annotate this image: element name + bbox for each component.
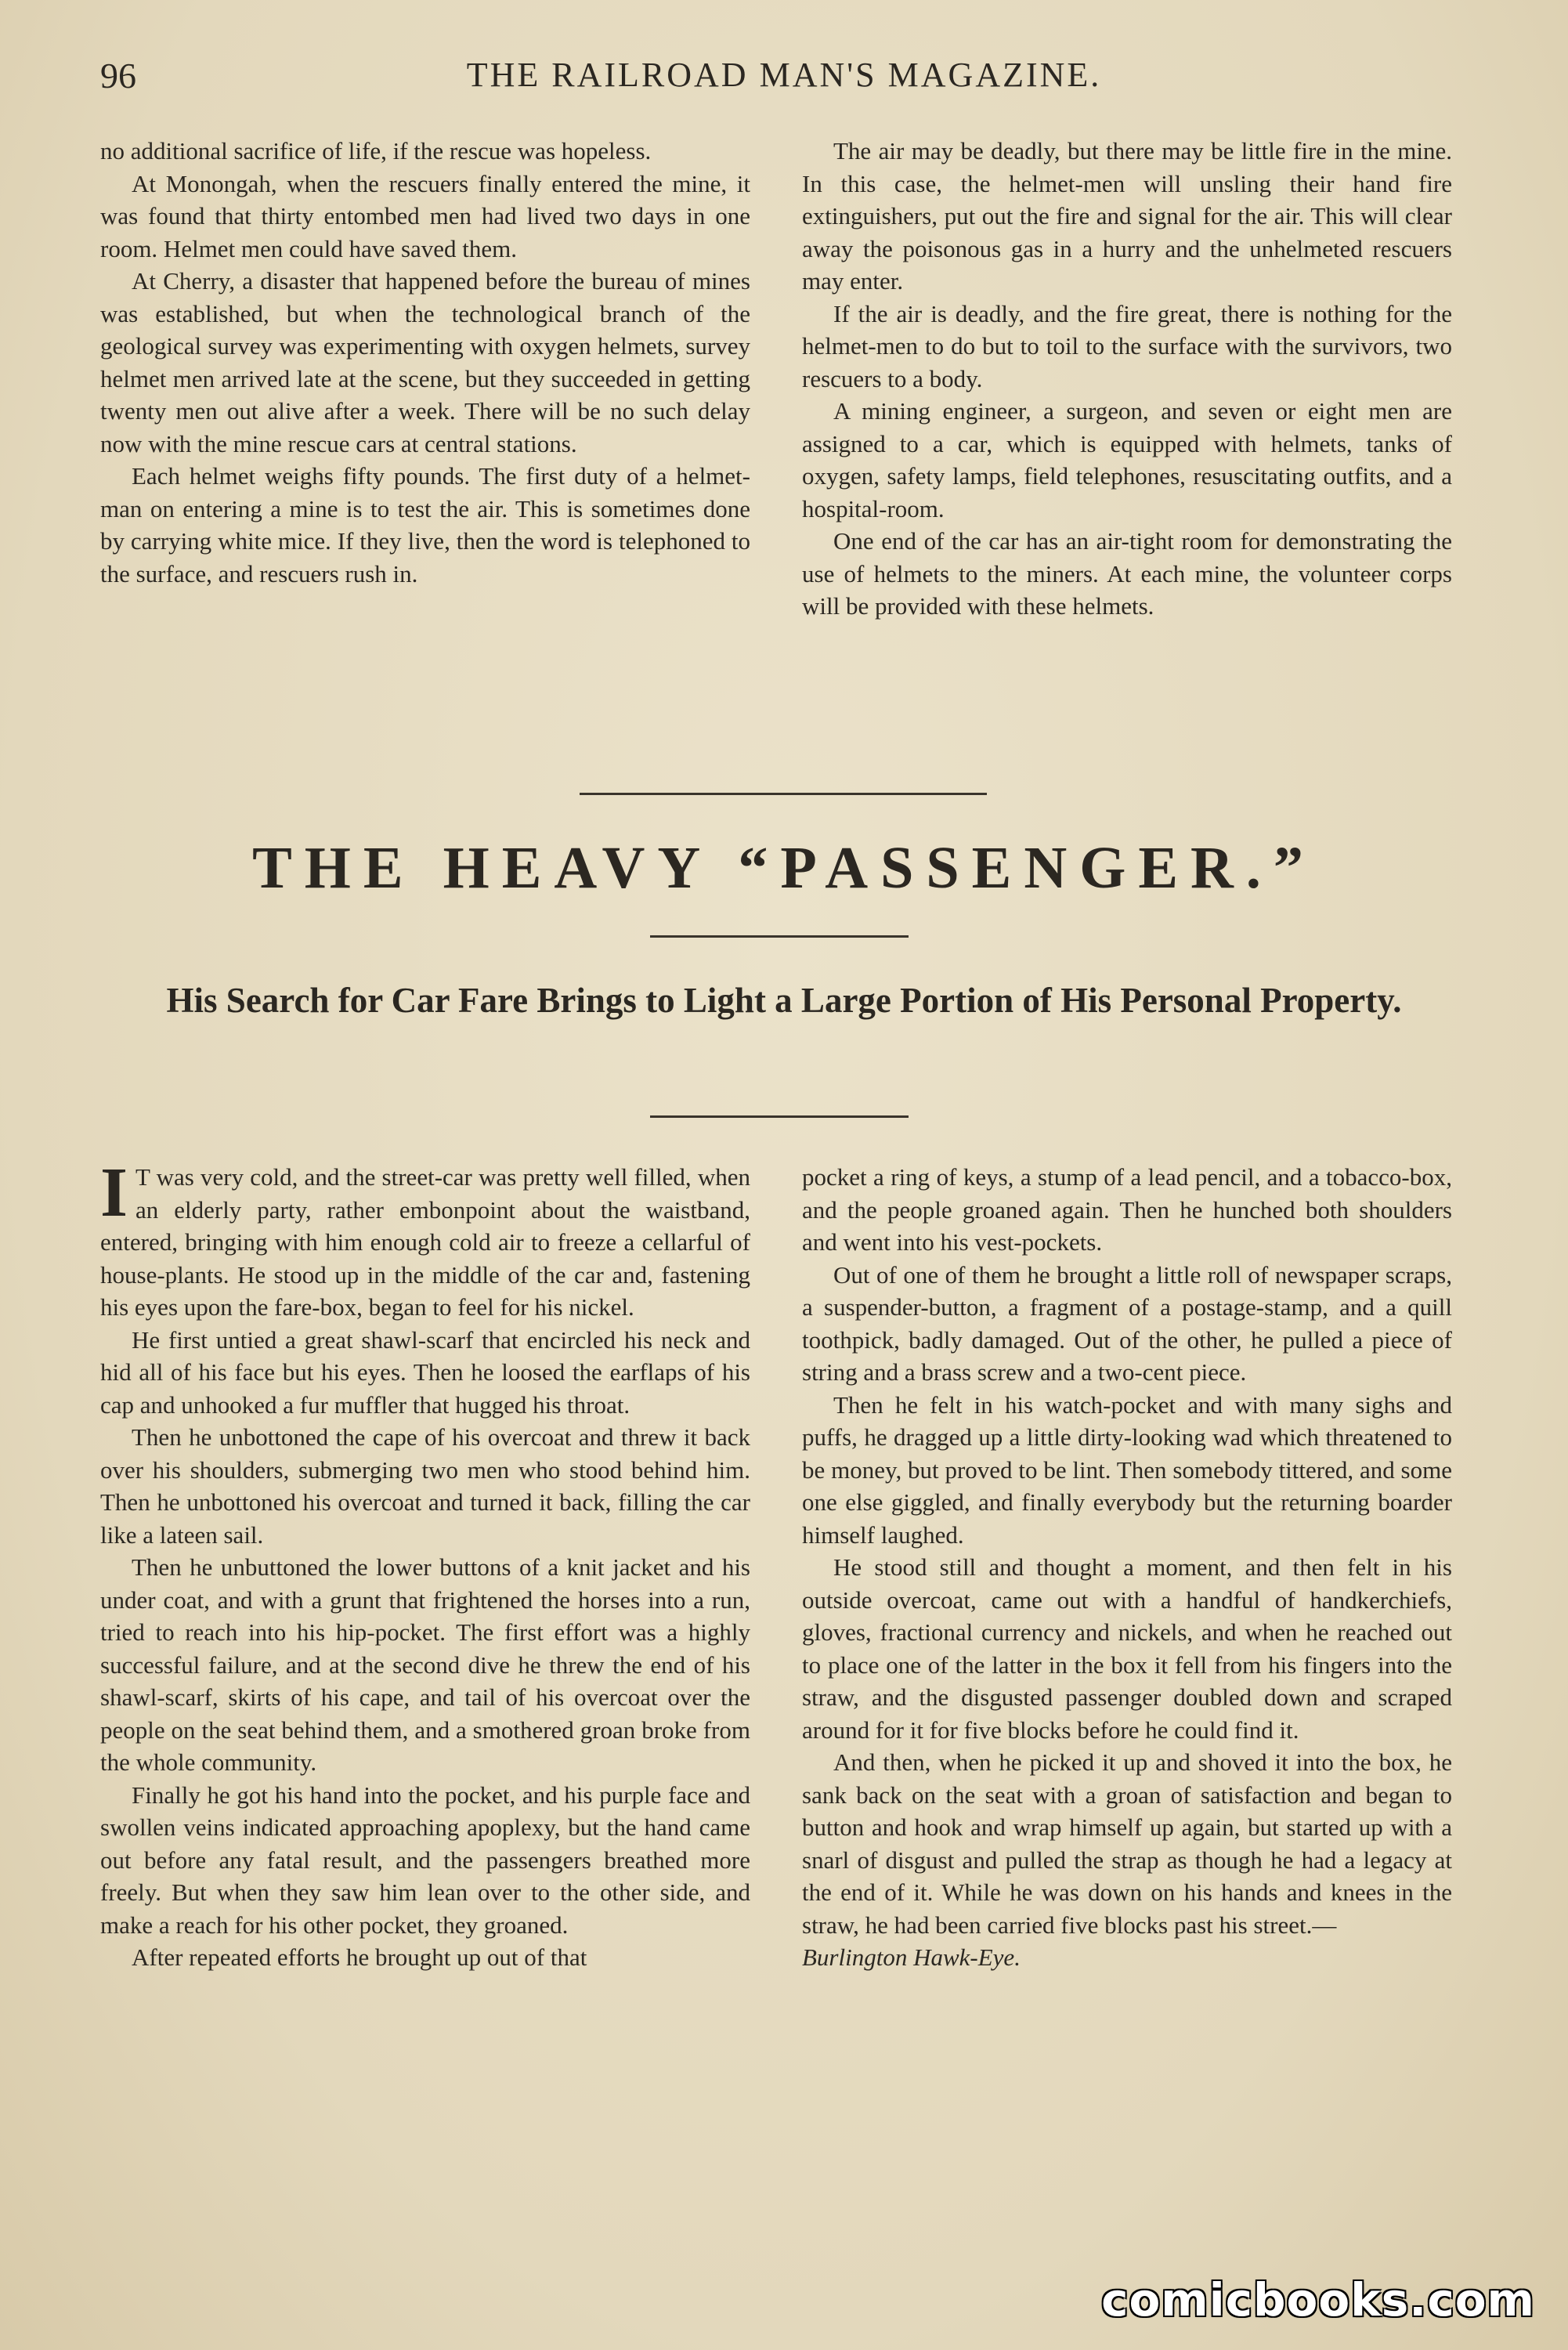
source-credit: Burlington Hawk-Eye. [802, 1943, 1021, 1971]
page-header [100, 49, 1468, 103]
paragraph: He first untied a great shawl-scarf that encircled his neck and hid all of his face but his eyes. Then he loosed the earflaps of his cap and unhooked a fur muffler that hugged his throat. [100, 1325, 750, 1419]
paragraph: The air may be deadly, but there may be little fire in the mine. In this case, the helmet-men will unsling their hand fire extinguishers, put out the fire and signal for the air. This will clear away the poisonous gas in a hurry and the unhelmeted rescuers may enter. [802, 137, 1452, 295]
page-number: 96 [100, 56, 136, 96]
paragraph: Each helmet weighs fifty pounds. The first duty of a helmet-man on entering a mine is to test the air. This is sometimes done by carrying white mice. If they live, then the word is telephoned to the surface, and rescuers rush in. [100, 462, 750, 588]
paragraph: If the air is deadly, and the fire great, there is nothing for the helmet-men to do but to toil to the surface with the survivors, two rescuers to a body. [802, 299, 1452, 392]
paragraph: Then he felt in his watch-pocket and with many sighs and puffs, he dragged up a little dirty-looking wad which threatened to be money, but proved to be lint. Then somebody tittered, and some one else giggled, and finally everybody but the returning boarder himself laughed. [802, 1390, 1452, 1549]
closing-text: And then, when he picked it up and shoved it into the box, he sank back on the seat with a groan of satisfaction and began to button and hook and wrap himself up again, but started up with a snarl of disgust and pulled the strap as though he had a legacy at the end of it. While he was down on his hands and knees in the straw, he had been carried five blocks past his street.— [802, 1748, 1452, 1939]
paragraph: After repeated efforts he brought up out of that [132, 1943, 587, 1971]
paragraph: Then he unbuttoned the lower buttons of a knit jacket and his under coat, and with a grunt that frightened the horses into a run, tried to reach into his hip-pocket. The first effort was a highly successful failure, and at the second dive he threw the end of his shawl-scarf, skirts of his cape, and tail of his overcoat over the people on the seat behind them, and a smothered groan broke from the whole community. [100, 1553, 750, 1776]
paragraph: Then he unbottoned the cape of his overcoat and threw it back over his shoulders, submerging two men who stood behind him. Then he unbottoned his overcoat and turned it back, filling the car like a lateen sail. [100, 1423, 750, 1549]
subtitle-divider [650, 1115, 909, 1118]
top-right-column [802, 135, 1452, 623]
opening-text: T was very cold, and the street-car was pretty well filled, when an elderly party, rather embonpoint about the waistband, entered, bringing with him enough cold air to freeze a cellarful of house-plants. He stood up in the middle of the car and, fastening his eyes upon the fare-box, began to feel for his nickel. [100, 1163, 750, 1321]
paragraph [802, 1746, 1452, 1974]
paragraph: Out of one of them he brought a little roll of newspaper scraps, a suspender-button, a fragment of a postage-stamp, and a quill toothpick, badly damaged. Out of the other, he pulled a piece of string and a brass screw and a two-cent piece. [802, 1260, 1452, 1386]
opening-paragraph [100, 1154, 750, 1324]
story-right-column [802, 1161, 1452, 1974]
story-subtitle: His Search for Car Fare Brings to Light a Large Portion of His Personal Property. [166, 981, 1402, 1020]
paragraph: One end of the car has an air-tight room for demonstrating the use of helmets to the miners. At each mine, the volunteer corps will be provided with these helmets. [802, 527, 1452, 620]
story-title: THE HEAVY “PASSENGER.” [252, 835, 1316, 901]
site-watermark: comicbooks.com [1101, 2273, 1535, 2326]
running-title: THE RAILROAD MAN'S MAGAZINE. [466, 56, 1102, 94]
paragraph: pocket a ring of keys, a stump of a lead pencil, and a tobacco-box, and the people groaned again. Then he hunched both shoulders and went into his vest-pockets. [802, 1163, 1452, 1256]
story-left-column [100, 1154, 750, 1974]
paragraph: Finally he got his hand into the pocket, and his purple face and swollen veins indicated approaching apoplexy, but the hand came out before any fatal result, and the passengers breathed more freely. But when they saw him lean over to the other side, and make a reach for his other pocket, they groaned. [100, 1781, 750, 1939]
paragraph: He stood still and thought a moment, and then felt in his outside overcoat, came out with a handful of handkerchiefs, gloves, fractional currency and nickels, and when he reached out to place one of the latter in the box it fell from his fingers into the straw, and the disgusted passenger doubled down and scraped around for it for five blocks before he could find it. [802, 1553, 1452, 1744]
paragraph: At Monongah, when the rescuers finally entered the mine, it was found that thirty entombed men had lived two days in one room. Helmet men could have saved them. [100, 169, 750, 262]
section-divider [580, 793, 987, 795]
top-left-column [100, 135, 750, 590]
paragraph: At Cherry, a disaster that happened before the bureau of mines was established, but when the technological branch of the geological survey was experimenting with oxygen helmets, survey helmet men arrived late at the scene, but they succeeded in getting twenty men out alive after a week. There will be no such delay now with the mine rescue cars at central stations. [100, 267, 750, 457]
drop-cap: I [100, 1154, 128, 1231]
title-divider [650, 935, 909, 938]
paragraph: A mining engineer, a surgeon, and seven or eight men are assigned to a car, which is equipped with helmets, tanks of oxygen, safety lamps, field telephones, resuscitating outfits, and a hospital-room. [802, 397, 1452, 522]
paragraph: no additional sacrifice of life, if the rescue was hopeless. [100, 137, 652, 164]
